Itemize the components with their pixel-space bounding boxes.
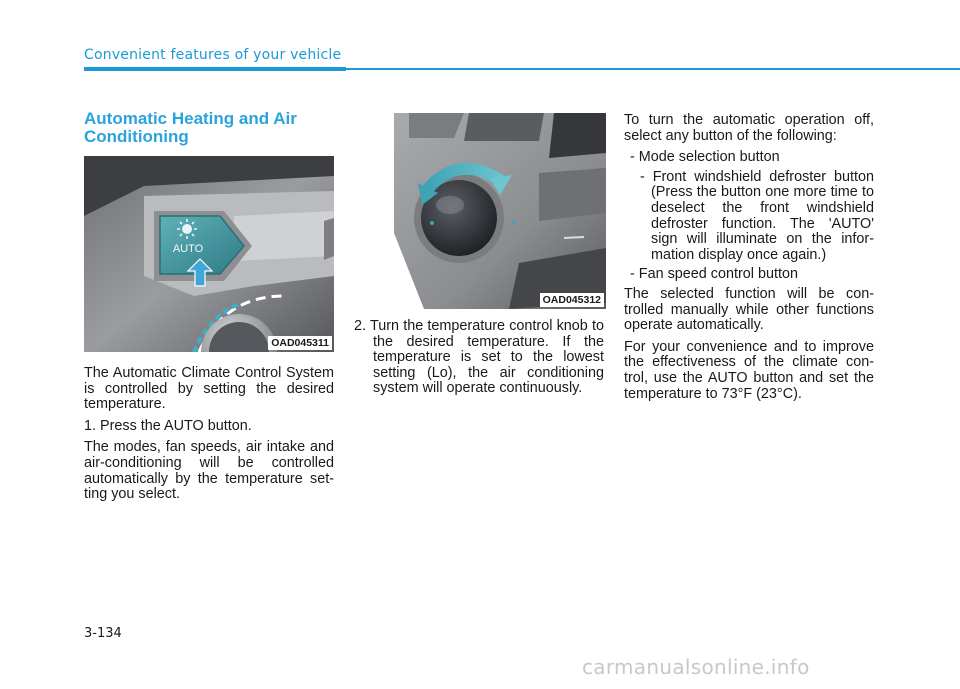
list-item: - Mode selection button [630, 149, 780, 166]
list-item: - Fan speed control button [630, 266, 798, 283]
figure-code: OAD045311 [268, 336, 332, 350]
auto-button-illustration [84, 156, 334, 352]
step-2: 2. Turn the temperature control knob to the desired temperature. If the temperature is set to the lowest setting (Lo), the air conditioning system will operate continuously. [354, 318, 604, 397]
auto-button-label: AUTO [172, 243, 204, 255]
watermark: carmanualsonline.info [582, 655, 810, 679]
figure-temperature-knob [354, 113, 606, 309]
temperature-knob-illustration [354, 113, 606, 309]
paragraph: The Automatic Climate Control System is controlled by setting the desired temperature. [84, 365, 334, 413]
paragraph: The selected function will be con-trolled manually while other functions operate automatically. [624, 285, 874, 334]
page-number: 3-134 [84, 626, 122, 641]
defroster-icon [177, 219, 197, 239]
paragraph: For your convenience and to improve the effectiveness of the climate con-trol, use the AUTO button and set the temperature to 73°F (23°C). [624, 338, 874, 402]
column-3 [624, 113, 874, 408]
figure-auto-button [84, 156, 334, 352]
step-1: 1. Press the AUTO button. [84, 417, 252, 434]
column-1 [84, 110, 334, 509]
header-rule-thick [84, 67, 346, 71]
paragraph: The modes, fan speeds, air intake and air-conditioning will be controlled automatically by the temperature set-ting you select. [84, 439, 334, 503]
figure-code: OAD045312 [540, 293, 604, 307]
section-title: Automatic Heating and Air Conditioning [84, 109, 297, 146]
header-title: Convenient features of your vehicle [84, 47, 342, 63]
list-item: - Front windshield defroster button (Press the button one more time to deselect the front windshield defroster function. The 'AUTO' sign will illuminate on the infor-mation display once again.) [640, 168, 874, 263]
column-2 [354, 113, 604, 403]
header-rule-thin [346, 68, 960, 70]
paragraph: To turn the automatic operation off, select any button of the following: [624, 112, 874, 144]
